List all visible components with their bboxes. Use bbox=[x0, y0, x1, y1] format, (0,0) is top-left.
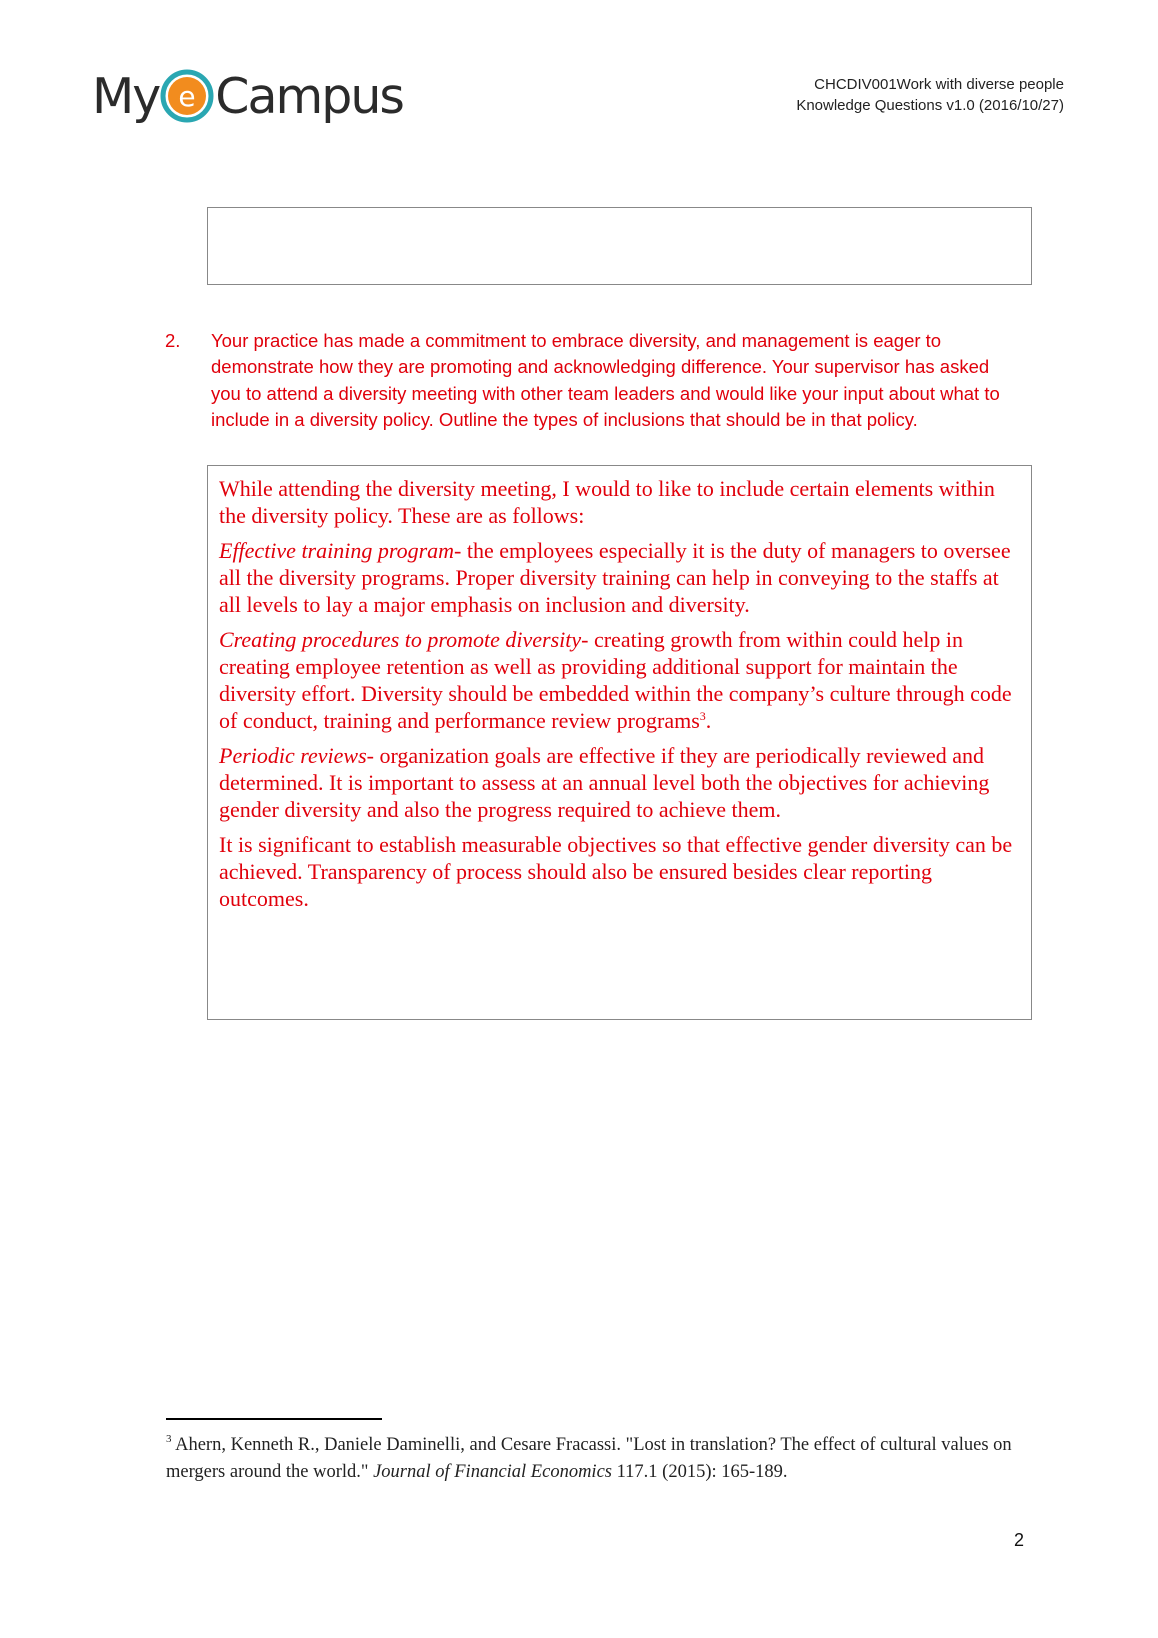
logo-e-icon bbox=[160, 69, 214, 123]
answer-item-reviews bbox=[219, 742, 1019, 823]
page-number: 2 bbox=[1014, 1530, 1025, 1550]
footnote-marker: 3 bbox=[166, 1433, 172, 1445]
footnote-volume: 117.1 (2015): 165-189. bbox=[611, 1462, 788, 1482]
document-header bbox=[796, 74, 1064, 116]
question-number: 2. bbox=[165, 330, 181, 351]
logo-e-letter: e bbox=[178, 80, 196, 113]
footnote-journal: Journal of Financial Economics bbox=[373, 1462, 612, 1482]
item-end: . bbox=[705, 708, 712, 733]
item-title: Periodic reviews bbox=[219, 743, 367, 768]
mycampus-logo bbox=[92, 66, 403, 126]
answer-text bbox=[219, 475, 1019, 912]
footnote-citation: Ahern, Kenneth R., Daniele Daminelli, and Cesare Fracassi. "Lost in translation? The effect of cultural values on mergers around the world." bbox=[166, 1435, 1012, 1482]
item-title: Creating procedures to promote diversity bbox=[219, 627, 582, 652]
item-body: - organization goals are effective if they are periodically reviewed and determined. It is important to assess at an annual level both the objectives for achieving gender diversity and also the progress required to achieve them. bbox=[219, 743, 990, 822]
question-text: Your practice has made a commitment to embrace diversity, and management is eager to demonstrate how they are promoting and acknowledging difference. Your supervisor has asked you to attend a diversity meeting with other team leaders and would like your input about what to include in a diversity policy. Outline the types of inclusions that should be in that policy. bbox=[211, 330, 1000, 431]
answer-intro: While attending the diversity meeting, I would to like to include certain elements within the diversity policy. These are as follows: bbox=[219, 476, 995, 528]
answer-item-procedures bbox=[219, 626, 1019, 734]
item-body: - the employees especially it is the duty of managers to oversee all the diversity programs. Proper diversity training can help in conveying to the staffs at all levels to lay a major emphasis on inclusion and diversity. bbox=[219, 538, 1011, 617]
answer-item-training bbox=[219, 537, 1019, 618]
logo-text-my: My bbox=[92, 67, 160, 125]
previous-answer-box bbox=[207, 207, 1032, 285]
answer-box bbox=[207, 465, 1032, 1020]
course-title: CHCDIV001Work with diverse people bbox=[814, 76, 1064, 93]
logo-text-campus: Campus bbox=[215, 67, 403, 125]
item-body: - creating growth from within could help in creating employee retention as well as providing additional support for maintain the diversity effort. Diversity should be embedded within the company’s culture through code of conduct, training and performance review programs bbox=[219, 627, 1012, 733]
footnote bbox=[166, 1432, 1026, 1486]
item-title: Effective training program bbox=[219, 538, 455, 563]
answer-closing: It is significant to establish measurable objectives so that effective gender diversity can be achieved. Transparency of process should also be ensured besides clear reporting outcomes. bbox=[219, 832, 1013, 911]
footnote-separator bbox=[166, 1418, 382, 1420]
document-version: Knowledge Questions v1.0 (2016/10/27) bbox=[796, 97, 1064, 114]
footnote-reference: 3 bbox=[699, 709, 706, 723]
